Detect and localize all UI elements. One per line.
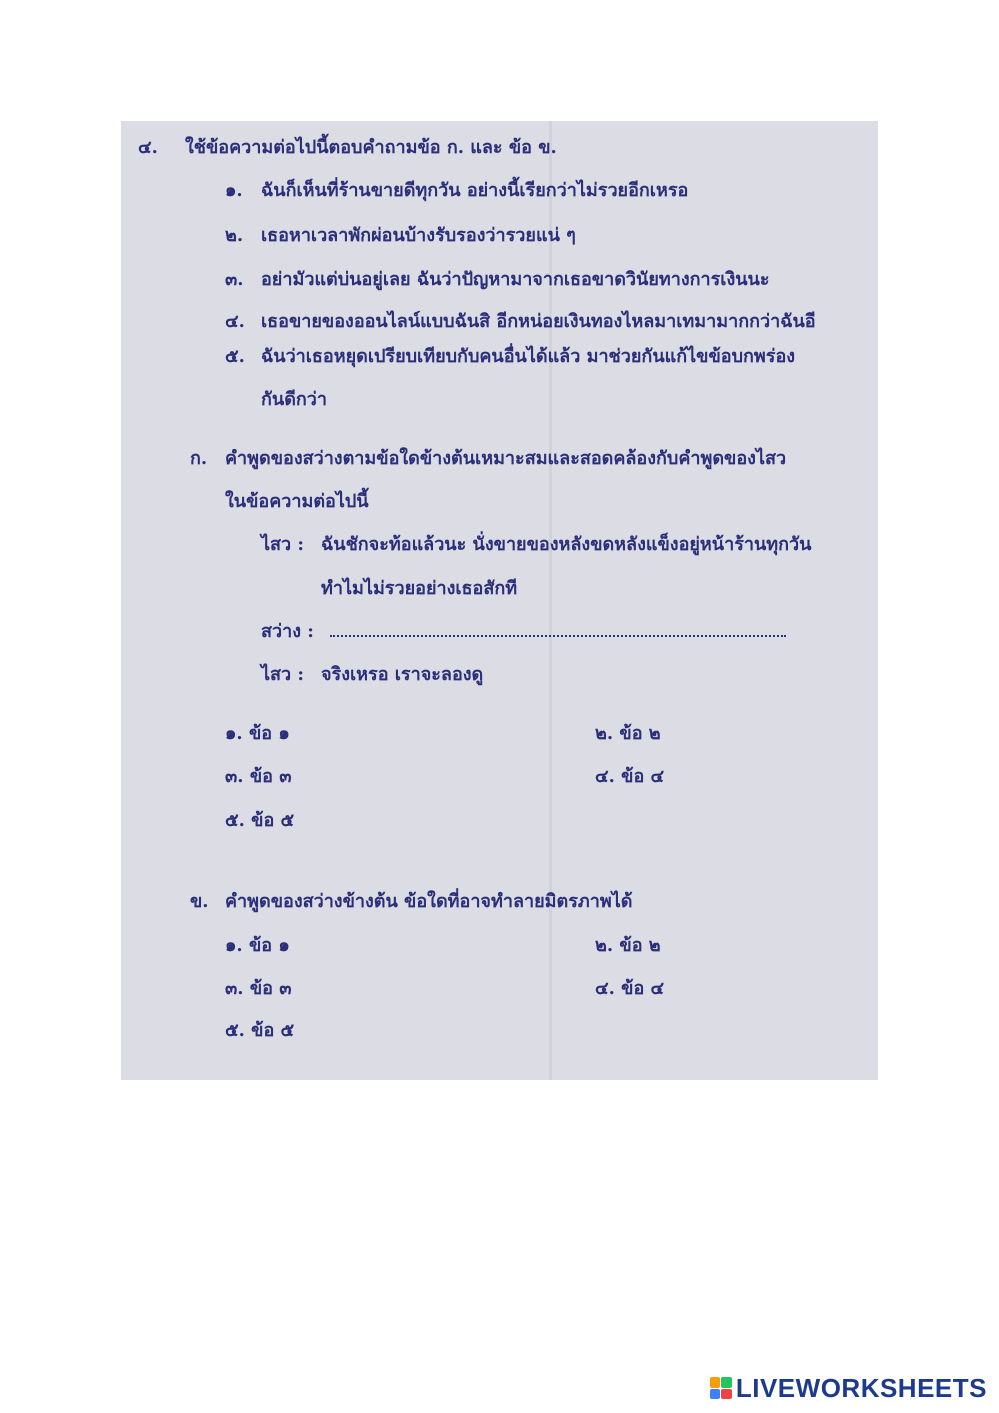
- part-a-choice-5[interactable]: ๕. ข้อ ๕: [225, 810, 295, 831]
- statement-2-text: เธอหาเวลาพักผ่อนบ้างรับรองว่ารวยแน่ ๆ: [261, 225, 576, 246]
- statement-4-text: เธอขายของออนไลน์แบบฉันสิ อีกหน่อยเงินทองไหลมาเทมามากกว่าฉันอี: [261, 311, 816, 332]
- statement-1-number: ๑.: [225, 180, 243, 201]
- statement-3-number: ๓.: [225, 269, 244, 290]
- part-b-choice-1[interactable]: ๑. ข้อ ๑: [225, 935, 290, 956]
- part-a-question-line2: ในข้อความต่อไปนี้: [225, 491, 369, 512]
- liveworksheets-brand[interactable]: [710, 1372, 987, 1403]
- question-number: ๔.: [138, 137, 158, 158]
- statement-2-number: ๒.: [225, 225, 244, 246]
- dialog-sawang-label: สว่าง :: [261, 621, 314, 642]
- answer-blank-line[interactable]: [330, 635, 786, 637]
- part-b-choice-3[interactable]: ๓. ข้อ ๓: [225, 978, 292, 999]
- part-b-choice-5[interactable]: ๕. ข้อ ๕: [225, 1020, 295, 1041]
- part-a-choice-4[interactable]: ๔. ข้อ ๔: [595, 766, 665, 787]
- page-crease: [549, 121, 552, 1080]
- part-b-question: คำพูดของสว่างข้างต้น ข้อใดที่อาจทำลายมิตรภาพได้: [225, 891, 633, 912]
- dialog-sawai2-label: ไสว :: [261, 664, 305, 685]
- statement-5-text-continued: กันดีกว่า: [261, 389, 328, 410]
- statement-5-number: ๕.: [225, 346, 245, 367]
- statement-4-number: ๔.: [225, 311, 245, 332]
- dialog-sawai-label: ไสว :: [261, 534, 305, 555]
- part-a-label: ก.: [190, 448, 208, 469]
- part-a-choice-2[interactable]: ๒. ข้อ ๒: [595, 723, 661, 744]
- liveworksheets-logo-icon: [710, 1377, 732, 1399]
- dialog-sawai2-text: จริงเหรอ เราจะลองดู: [321, 664, 484, 685]
- statement-5-text: ฉันว่าเธอหยุดเปรียบเทียบกับคนอื่นได้แล้ว มาช่วยกันแก้ไขข้อบกพร่อง: [261, 346, 796, 367]
- question-instruction: ใช้ข้อความต่อไปนี้ตอบคำถามข้อ ก. และ ข้อ ข.: [185, 137, 557, 158]
- part-a-question-line1: คำพูดของสว่างตามข้อใดข้างต้นเหมาะสมและสอดคล้องกับคำพูดของไสว: [225, 448, 787, 469]
- part-a-choice-1[interactable]: ๑. ข้อ ๑: [225, 723, 290, 744]
- statement-3-text: อย่ามัวแต่บ่นอยู่เลย ฉันว่าปัญหามาจากเธอขาดวินัยทางการเงินนะ: [261, 269, 770, 290]
- scanned-page: [121, 121, 878, 1080]
- statement-1-text: ฉันก็เห็นที่ร้านขายดีทุกวัน อย่างนี้เรียกว่าไม่รวยอีกเหรอ: [261, 180, 689, 201]
- brand-name: LIVEWORKSHEETS: [735, 1372, 987, 1403]
- dialog-sawai-line1: ฉันชักจะท้อแล้วนะ นั่งขายของหลังขดหลังแข็งอยู่หน้าร้านทุกวัน: [321, 534, 812, 555]
- part-a-choice-3[interactable]: ๓. ข้อ ๓: [225, 766, 292, 787]
- dialog-sawai-line2: ทำไมไม่รวยอย่างเธอสักที: [321, 578, 518, 599]
- part-b-label: ข.: [190, 891, 209, 912]
- part-b-choice-4[interactable]: ๔. ข้อ ๔: [595, 978, 665, 999]
- part-b-choice-2[interactable]: ๒. ข้อ ๒: [595, 935, 661, 956]
